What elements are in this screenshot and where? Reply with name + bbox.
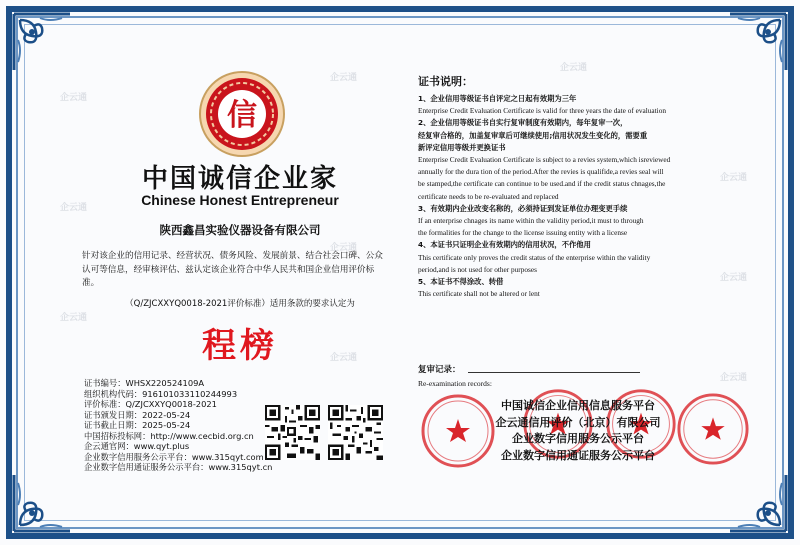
watermark: 企云通 <box>720 373 748 383</box>
note-line-en: This certificate only proves the credit status of the enterprise within the validity <box>418 252 651 262</box>
issuer-name: 企业数字信用服务公示平台 <box>512 432 644 445</box>
note-line-en: annually for the dura tion of the period.After the revies is qualifide,a revies seal will <box>418 167 664 177</box>
rank-label: 程榜 <box>202 326 278 366</box>
standard-text: （Q/ZJCXXYQ0018-2021评价标准）适用条款的要求认定为 <box>125 299 355 309</box>
credit-emblem-icon <box>198 70 286 158</box>
watermark: 企云通 <box>560 63 588 73</box>
certificate-title-cn: 中国诚信企业家 <box>141 164 338 194</box>
notes-section <box>418 93 723 300</box>
note-line-cn: 新评定信用等级并更换证书 <box>418 142 506 152</box>
note-line-en: certificate needs to be re-evaluated and replaced <box>418 191 559 201</box>
note-line-en: If an enterprise chnages its name within the validity period,it must to through <box>418 216 644 226</box>
issuer-list <box>458 398 698 464</box>
certificate-info <box>84 378 272 473</box>
note-line-en: This certificate shall not be altered or lent <box>418 289 540 299</box>
note-line-cn: 4、本证书只证明企业有效期内的信用状况，不作他用 <box>418 240 591 250</box>
note-line-en: the formalities for the change to the license issuing entity with a license <box>418 228 628 238</box>
certificate-title-en: Chinese Honest Entrepreneur <box>141 192 339 208</box>
note-line-cn: 5、本证书不得涂改、转借 <box>418 277 504 287</box>
corner-ornament-icon <box>10 471 74 535</box>
info-row: 证书编号：WHSX220524109A <box>84 378 205 388</box>
watermark: 企云通 <box>330 73 358 83</box>
note-line-cn: 3、有效期内企业改变名称的，必须持证到发证单位办理变更手续 <box>418 203 628 213</box>
qr-code-icon[interactable] <box>265 405 320 460</box>
note-line-en: period,and is not used for other purposes <box>418 264 537 274</box>
corner-ornament-icon <box>726 471 790 535</box>
note-line-cn: 经复审合格的，加盖复审章后可继续使用;信用状况发生变化的，需要重 <box>418 130 648 140</box>
info-row: 企业数字信用通证服务公示平台：www.315qyt.cn <box>84 462 273 472</box>
note-line-cn: 2、企业信用等级证书自实行复审制度有效期内，每年复审一次， <box>418 118 628 128</box>
note-line-en: Enterprise Credit Evaluation Certificate is valid for three years the date of evaluation <box>418 106 666 116</box>
watermark: 企云通 <box>60 313 88 323</box>
corner-ornament-icon <box>10 10 74 74</box>
corner-ornament-icon <box>726 10 790 74</box>
note-line-cn: 1、企业信用等级证书自评定之日起有效期为三年 <box>418 94 577 103</box>
issuer-name: 企业数字信用通证服务公示平台 <box>501 448 655 462</box>
emblem-char: 信 <box>227 98 257 133</box>
issuer-name: 企云通信用评价（北京）有限公司 <box>495 415 661 429</box>
info-row: 企业数字信用服务公示平台：www.315qyt.com <box>84 451 264 462</box>
watermark: 企云通 <box>330 353 358 363</box>
notes-heading: 证书说明： <box>418 75 473 88</box>
watermark: 企云通 <box>720 173 748 183</box>
watermark: 企云通 <box>330 243 358 253</box>
info-row: 证书截止日期：2025-05-24 <box>84 420 191 430</box>
review-label-en: Re-examination records: <box>418 379 492 388</box>
note-line-en: Enterprise Credit Evaluation Certificate is subject to a revies system,which isreviewed <box>418 155 671 165</box>
issuer-name: 中国诚信企业信用信息服务平台 <box>501 399 655 412</box>
watermark: 企云通 <box>60 93 88 103</box>
info-row: 证书颁发日期：2022-05-24 <box>84 409 191 420</box>
info-row: 企云通官网：www.qyt.plus <box>84 441 190 451</box>
info-row: 中国招标投标网：http://www.cecbid.org.cn <box>84 430 254 441</box>
company-name: 陕西鑫昌实验仪器设备有限公司 <box>159 223 321 237</box>
review-label-cn: 复审记录： <box>418 365 461 375</box>
review-line <box>468 372 640 373</box>
certificate-description: 针对该企业的信用记录、经营状况、债务风险、发展前景、结合社会口碑、公众认可等信息，经审核评估、兹认定该企业符合中华人民共和国企业信用评价标准。 <box>82 251 383 288</box>
watermark: 企云通 <box>720 273 748 283</box>
info-row: 评价标准：Q/ZJCXXYQ0018-2021 <box>84 399 217 409</box>
qr-code-icon[interactable] <box>328 405 383 460</box>
watermark: 企云通 <box>60 203 88 213</box>
note-line-en: be stamped,the certificate can continue to be used.and if the credit status chnages,the <box>418 179 666 189</box>
info-row: 组织机构代码：91610103311024499​3 <box>84 388 238 399</box>
